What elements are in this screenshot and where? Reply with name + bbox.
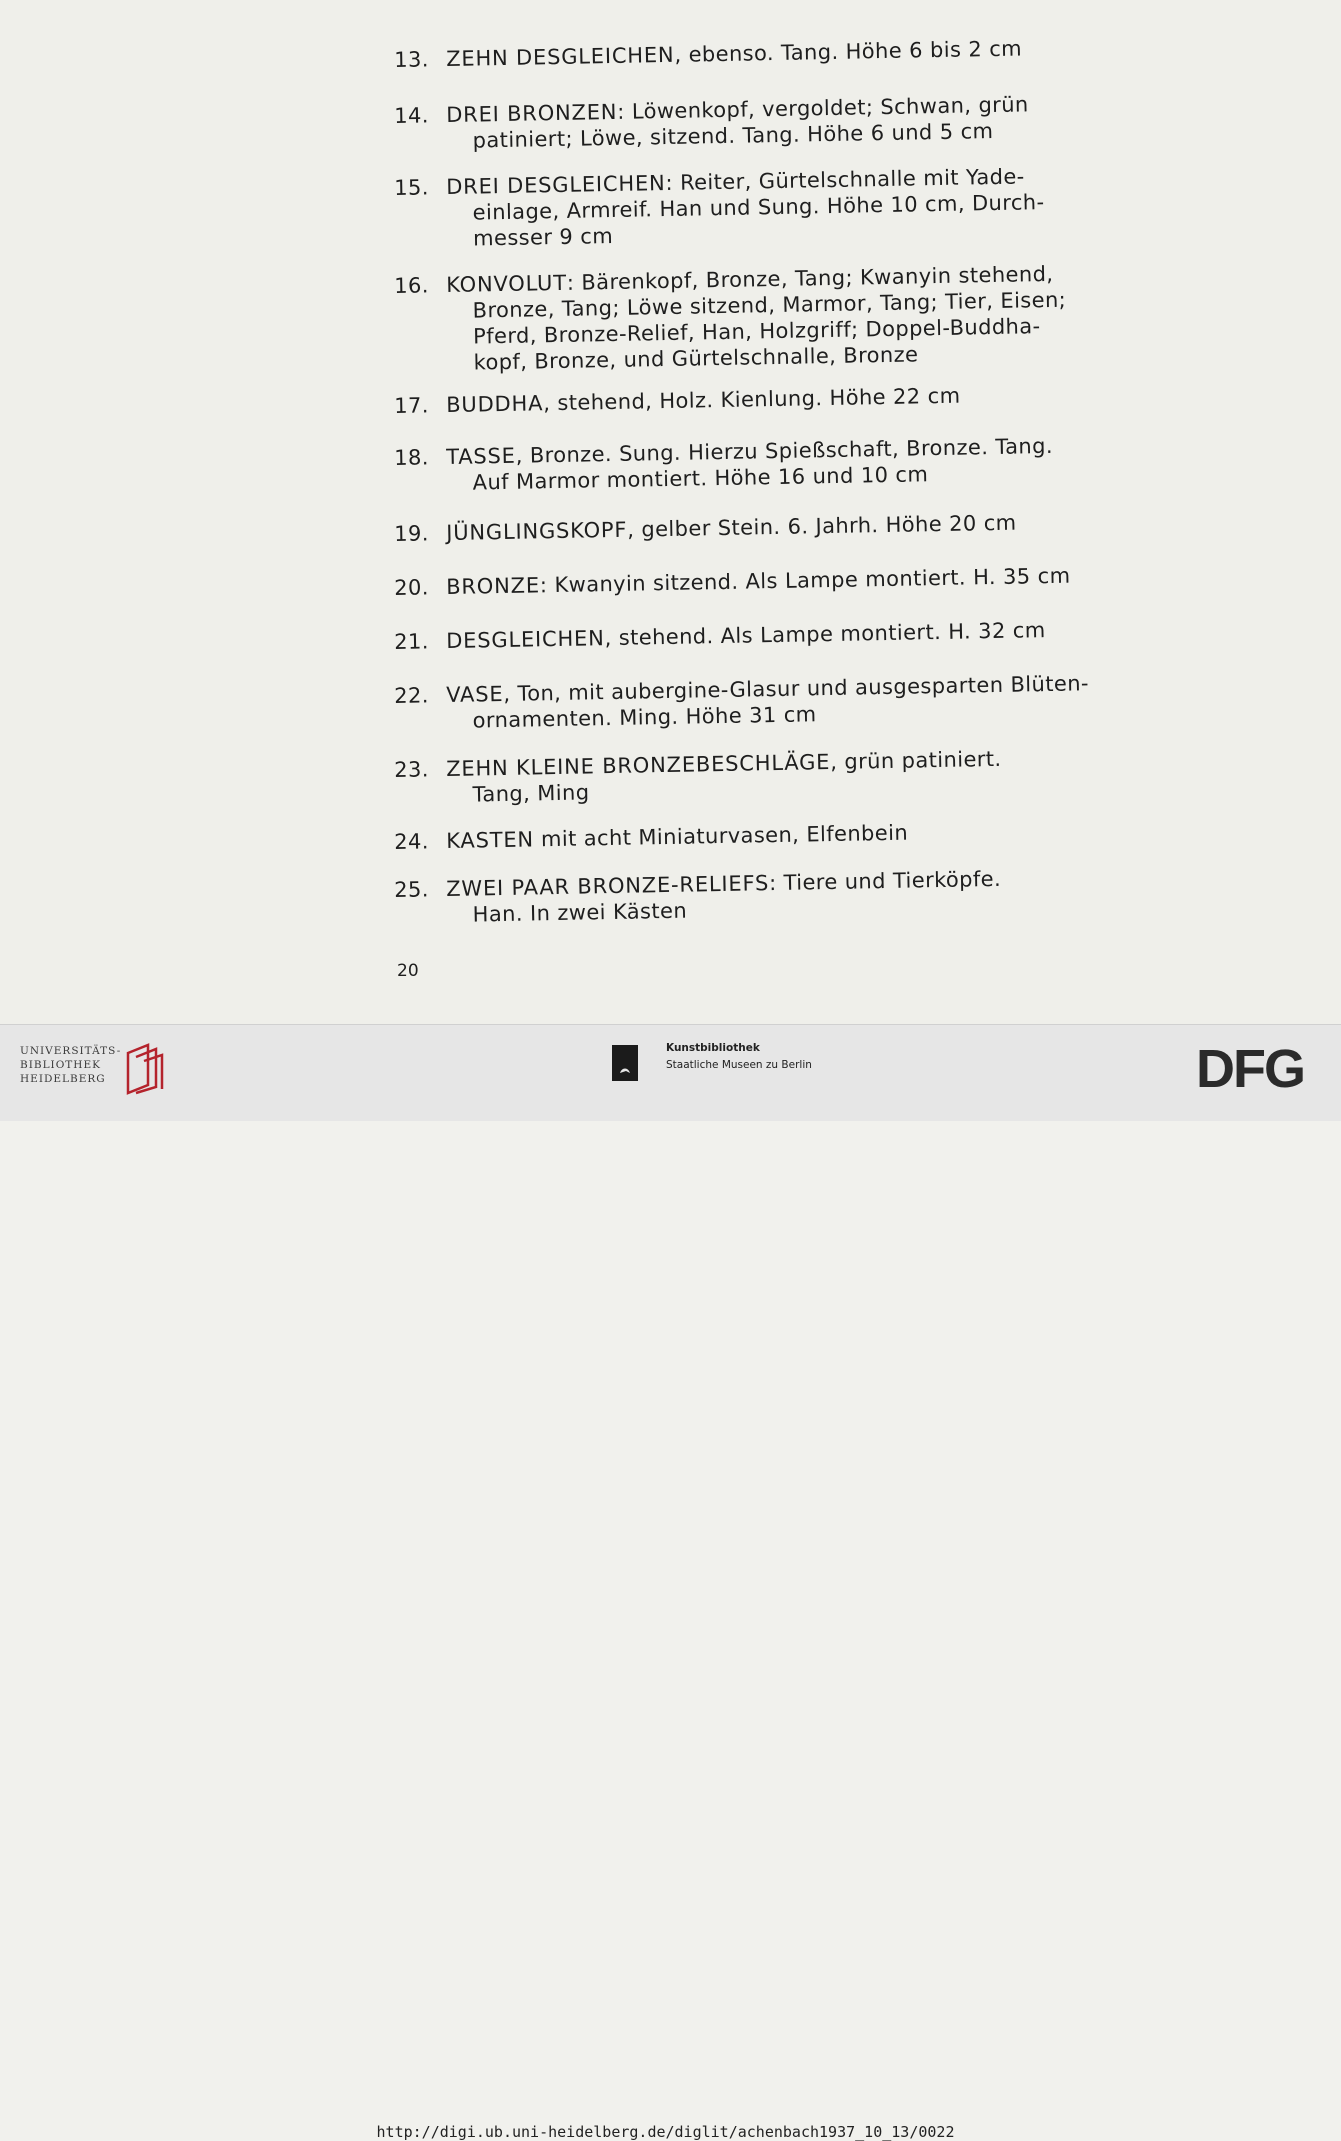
entry-first-line: [446, 671, 1089, 707]
entry-number: 19.: [394, 521, 430, 546]
entry-continuation-line: kopf, Bronze, und Gürtelschnalle, Bronze: [473, 342, 919, 375]
entry-number: 17.: [394, 393, 430, 418]
catalog-page: [0, 0, 1341, 1024]
entry-text: , stehend. Als Lampe montiert. H. 32 cm: [604, 618, 1046, 651]
catalog-entry: [394, 433, 1102, 495]
entry-title: KONVOLUT: [445, 270, 568, 298]
entry-continuation-line: ornamenten. Ming. Höhe 31 cm: [472, 702, 817, 733]
entry-continuation-line: Han. In zwei Kästen: [472, 898, 688, 927]
entry-text: , Ton, mit aubergine-Glasur und ausgesparten Blüten-: [503, 671, 1090, 706]
catalog-entry: [394, 671, 1102, 733]
catalog-entry: [394, 261, 1102, 375]
entry-text: , Bronze. Sung. Hierzu Spießschaft, Bronze. Tang.: [515, 433, 1054, 468]
entry-title: ZWEI PAAR BRONZE-RELIEFS: [445, 871, 770, 902]
page-number: 20: [397, 961, 419, 981]
source-url[interactable]: http://digi.ub.uni-heidelberg.de/diglit/achenbach1937_10_13/0022: [376, 2123, 955, 2141]
entry-title: BRONZE: [445, 573, 541, 600]
catalog-entry: [394, 617, 1102, 654]
entry-continuation-line: Auf Marmor montiert. Höhe 16 und 10 cm: [472, 462, 929, 495]
catalog-entry: [394, 563, 1102, 600]
entry-title: VASE: [445, 681, 504, 708]
entry-text: , grün patiniert.: [830, 746, 1002, 775]
entry-text: : Reiter, Gürtelschnalle mit Yade-: [665, 164, 1025, 196]
entry-first-line: [446, 618, 1046, 653]
dfg-wordmark: DFG: [1196, 1039, 1304, 1095]
entry-title: ZEHN KLEINE BRONZEBESCHLÄGE: [445, 750, 831, 782]
entry-text: : Kwanyin sitzend. Als Lampe montiert. H. 35 cm: [539, 563, 1071, 598]
entry-title: DREI BRONZEN: [445, 99, 618, 128]
catalog-entry: [394, 509, 1102, 546]
entry-continuation-line: Pferd, Bronze-Relief, Han, Holzgriff; Doppel-Buddha-: [472, 314, 1041, 349]
entry-title: KASTEN: [445, 827, 535, 854]
entry-number: 24.: [394, 829, 430, 854]
catalog-entry: [394, 35, 1102, 72]
dfg-logo[interactable]: [1194, 1039, 1324, 1095]
entry-text: , gelber Stein. 6. Jahrh. Höhe 20 cm: [627, 510, 1017, 542]
entry-text: : Löwenkopf, vergoldet; Schwan, grün: [617, 92, 1029, 124]
footer-bar: [0, 1024, 1341, 2141]
entry-continuation-line: patiniert; Löwe, sitzend. Tang. Höhe 6 und 5 cm: [472, 119, 994, 153]
entry-text: , stehend, Holz. Kienlung. Höhe 22 cm: [543, 383, 961, 416]
entry-number: 25.: [394, 877, 430, 902]
entry-title: JÜNGLINGSKOPF: [445, 517, 628, 546]
entry-title: ZEHN DESGLEICHEN: [445, 42, 675, 72]
kb-title: Kunstbibliothek: [666, 1042, 760, 1054]
entry-continuation-line: einlage, Armreif. Han und Sung. Höhe 10 cm, Durch-: [472, 190, 1045, 225]
heidelberg-library-logo[interactable]: [20, 1045, 170, 1095]
entry-first-line: [446, 821, 908, 853]
heidelberg-mark-icon: [124, 1043, 164, 1095]
entry-number: 23.: [394, 757, 430, 782]
entry-text: , ebenso. Tang. Höhe 6 bis 2 cm: [674, 36, 1023, 67]
entry-title: TASSE: [445, 443, 516, 470]
entry-first-line: [446, 36, 1022, 71]
entry-continuation-line: Tang, Ming: [472, 780, 590, 807]
entry-first-line: [446, 384, 961, 417]
entry-text: mit acht Miniaturvasen, Elfenbein: [533, 820, 909, 852]
kunstbibliothek-logo[interactable]: [612, 1041, 872, 1087]
entry-first-line: [446, 867, 1001, 901]
entry-title: DESGLEICHEN: [445, 626, 605, 654]
entry-number: 18.: [394, 445, 430, 470]
entry-number: 20.: [394, 575, 430, 600]
catalog-entry: [394, 381, 1102, 418]
catalog-entry: [394, 91, 1102, 153]
entry-number: 16.: [394, 273, 430, 298]
entry-text: : Bärenkopf, Bronze, Tang; Kwanyin stehend,: [566, 261, 1054, 295]
catalog-entry: [394, 745, 1102, 807]
entry-continuation-line: Bronze, Tang; Löwe sitzend, Marmor, Tang; Tier, Eisen;: [472, 287, 1067, 323]
entry-first-line: [446, 511, 1017, 545]
entry-title: DREI DESGLEICHEN: [445, 171, 666, 200]
entry-first-line: [446, 434, 1053, 469]
entry-text: : Tiere und Tierköpfe.: [768, 866, 1002, 896]
entry-number: 21.: [394, 629, 430, 654]
entry-continuation-line: messer 9 cm: [472, 223, 614, 251]
eagle-icon: [612, 1045, 638, 1081]
entry-number: 14.: [394, 103, 430, 128]
entry-number: 13.: [394, 47, 430, 72]
library-name-line: UNIVERSITÄTS-: [20, 1045, 122, 1057]
entry-first-line: [446, 747, 1002, 781]
library-name-line: BIBLIOTHEK: [20, 1059, 101, 1071]
catalog-entry: [394, 817, 1102, 854]
entry-title: BUDDHA: [445, 391, 544, 418]
catalog-entry: [394, 865, 1102, 927]
library-name-line: HEIDELBERG: [20, 1073, 106, 1085]
entry-first-line: [446, 564, 1071, 599]
catalog-entry: [394, 163, 1102, 251]
entry-number: 15.: [394, 175, 430, 200]
entry-number: 22.: [394, 683, 430, 708]
kb-subtitle: Staatliche Museen zu Berlin: [666, 1059, 812, 1071]
